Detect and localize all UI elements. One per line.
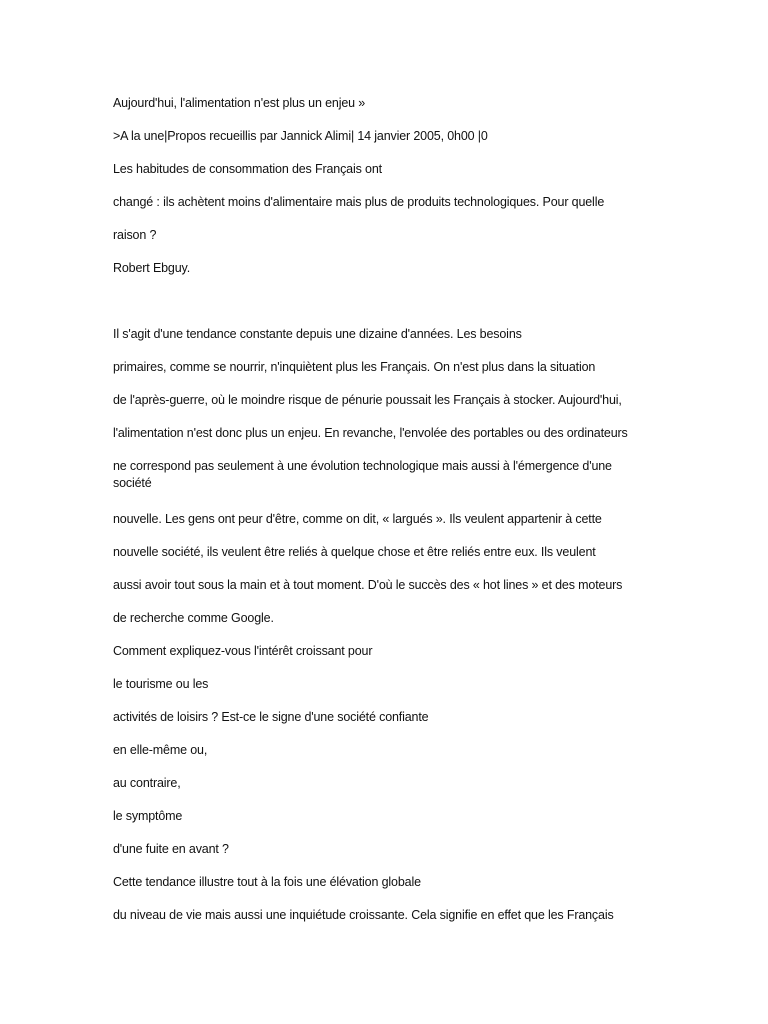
text-line: du niveau de vie mais aussi une inquiétude croissante. Cela signifie en effet que les Français: [113, 908, 614, 922]
text-line: primaires, comme se nourrir, n'inquiètent plus les Français. On n'est plus dans la situation: [113, 360, 596, 374]
question-line: activités de loisirs ? Est-ce le signe d'une société confiante: [113, 710, 429, 724]
question-line: le symptôme: [113, 809, 183, 823]
text-line: Cette tendance illustre tout à la fois une élévation globale: [113, 875, 421, 889]
text-line: nouvelle. Les gens ont peur d'être, comme on dit, « largués ». Ils veulent appartenir à cette: [113, 512, 602, 526]
article-byline: >A la une|Propos recueillis par Jannick Alimi| 14 janvier 2005, 0h00 |0: [113, 129, 488, 143]
question-line: en elle-même ou,: [113, 743, 208, 757]
text-line: l'alimentation n'est donc plus un enjeu. En revanche, l'envolée des portables ou des ordinateurs: [113, 426, 628, 440]
text-line: changé : ils achètent moins d'alimentaire mais plus de produits technologiques. Pour quelle: [113, 195, 605, 209]
text-line: aussi avoir tout sous la main et à tout moment. D'où le succès des « hot lines » et des moteurs: [113, 578, 623, 592]
text-line: Il s'agit d'une tendance constante depuis une dizaine d'années. Les besoins: [113, 327, 522, 341]
text-line: de recherche comme Google.: [113, 611, 274, 625]
article-title: Aujourd'hui, l'alimentation n'est plus un enjeu »: [113, 96, 366, 110]
question-line: le tourisme ou les: [113, 677, 209, 691]
question-line: Comment expliquez-vous l'intérêt croissant pour: [113, 644, 373, 658]
question-line: d'une fuite en avant ?: [113, 842, 229, 856]
text-line: Robert Ebguy.: [113, 261, 191, 275]
text-line: Les habitudes de consommation des Français ont: [113, 162, 382, 176]
question-line: au contraire,: [113, 776, 181, 790]
text-line: raison ?: [113, 228, 157, 242]
text-line: ne correspond pas seulement à une évolution technologique mais aussi à l'émergence d'une société: [113, 459, 612, 490]
text-line: de l'après-guerre, où le moindre risque de pénurie poussait les Français à stocker. Aujourd'hui,: [113, 393, 622, 407]
text-line: nouvelle société, ils veulent être reliés à quelque chose et être reliés entre eux. Ils veulent: [113, 545, 596, 559]
